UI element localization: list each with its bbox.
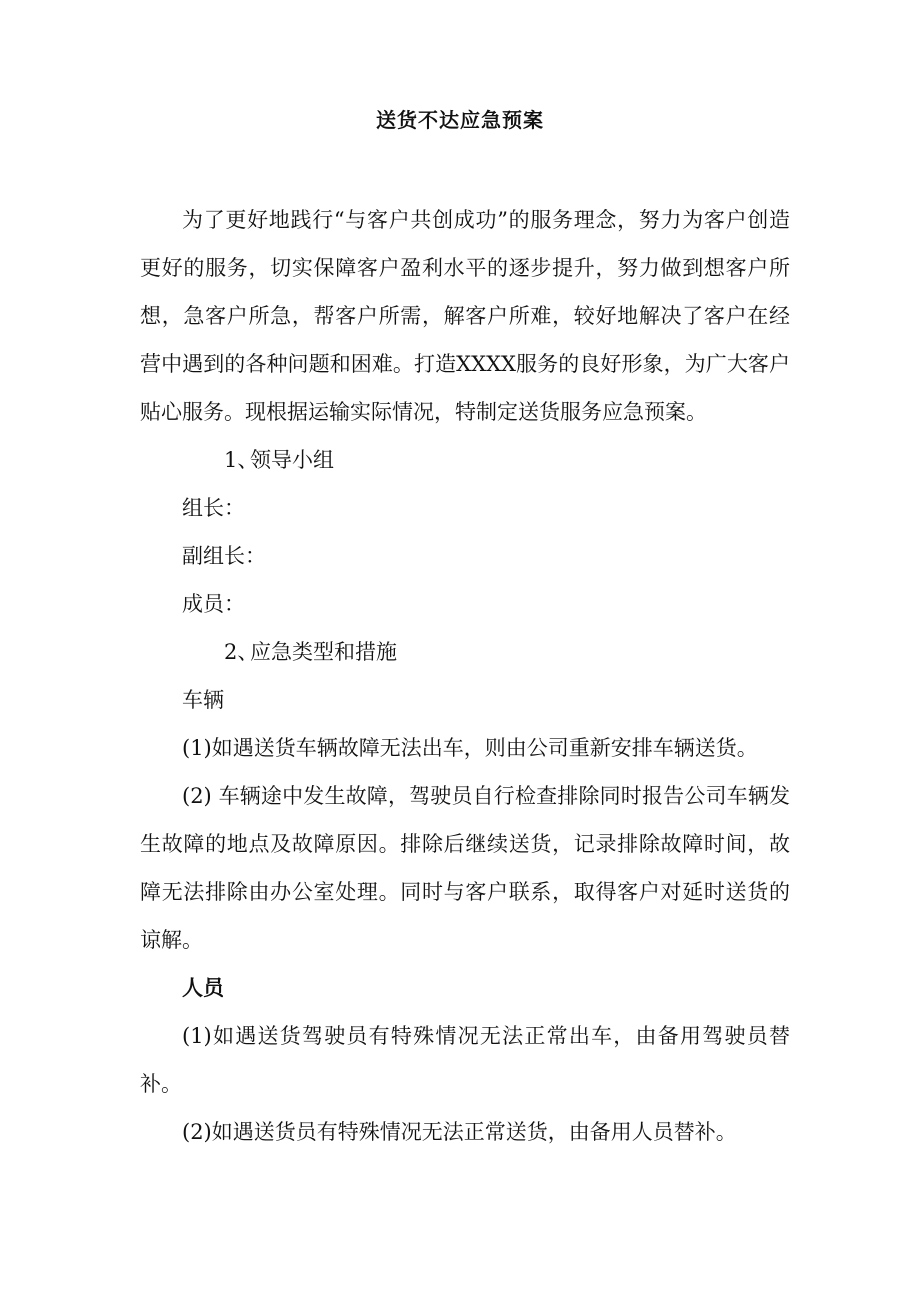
personnel-item-2: (2)如遇送货员有特殊情况无法正常送货，由备用人员替补。 — [182, 1120, 737, 1144]
section2-title: 应急类型和措施 — [250, 640, 397, 664]
section1-title: 领导小组 — [250, 448, 334, 472]
section2-heading — [140, 628, 790, 676]
section2-number: 2、 — [224, 640, 259, 664]
intro-paragraph: 为了更好地践行“与客户共创成功”的服务理念，努力为客户创造更好的服务，切实保障客户盈利水平的逐步提升，努力做到想客户所想，急客户所急，帮客户所需，解客户所难，较好地解决了客户在经营中遇到的各种问题和困难。打造XXXX服务的良好形象，为广大客户贴心服务。现根据运输实际情况，特制定送货服务应急预案。 — [140, 208, 790, 424]
vehicle-heading: 车辆 — [182, 688, 224, 712]
personnel-heading: 人员 — [182, 975, 224, 1000]
section1-heading — [140, 436, 790, 484]
vehicle-item-2: (2) 车辆途中发生故障，驾驶员自行检查排除同时报告公司车辆发生故障的地点及故障原因。排除后继续送货，记录排除故障时间，故障无法排除由办公室处理。同时与客户联系，取得客户对延时送货的谅解。 — [140, 784, 790, 952]
deputy-line: 副组长： — [182, 544, 266, 568]
document-body — [140, 196, 790, 1156]
personnel-item-1: (1)如遇送货驾驶员有特殊情况无法正常出车，由备用驾驶员替补。 — [140, 1024, 790, 1096]
members-line: 成员： — [182, 592, 245, 616]
leader-line: 组长： — [182, 496, 245, 520]
section1-number: 1、 — [224, 448, 259, 472]
document-title: 送货不达应急预案 — [376, 108, 544, 132]
vehicle-item-1: (1)如遇送货车辆故障无法出车，则由公司重新安排车辆送货。 — [182, 736, 758, 760]
